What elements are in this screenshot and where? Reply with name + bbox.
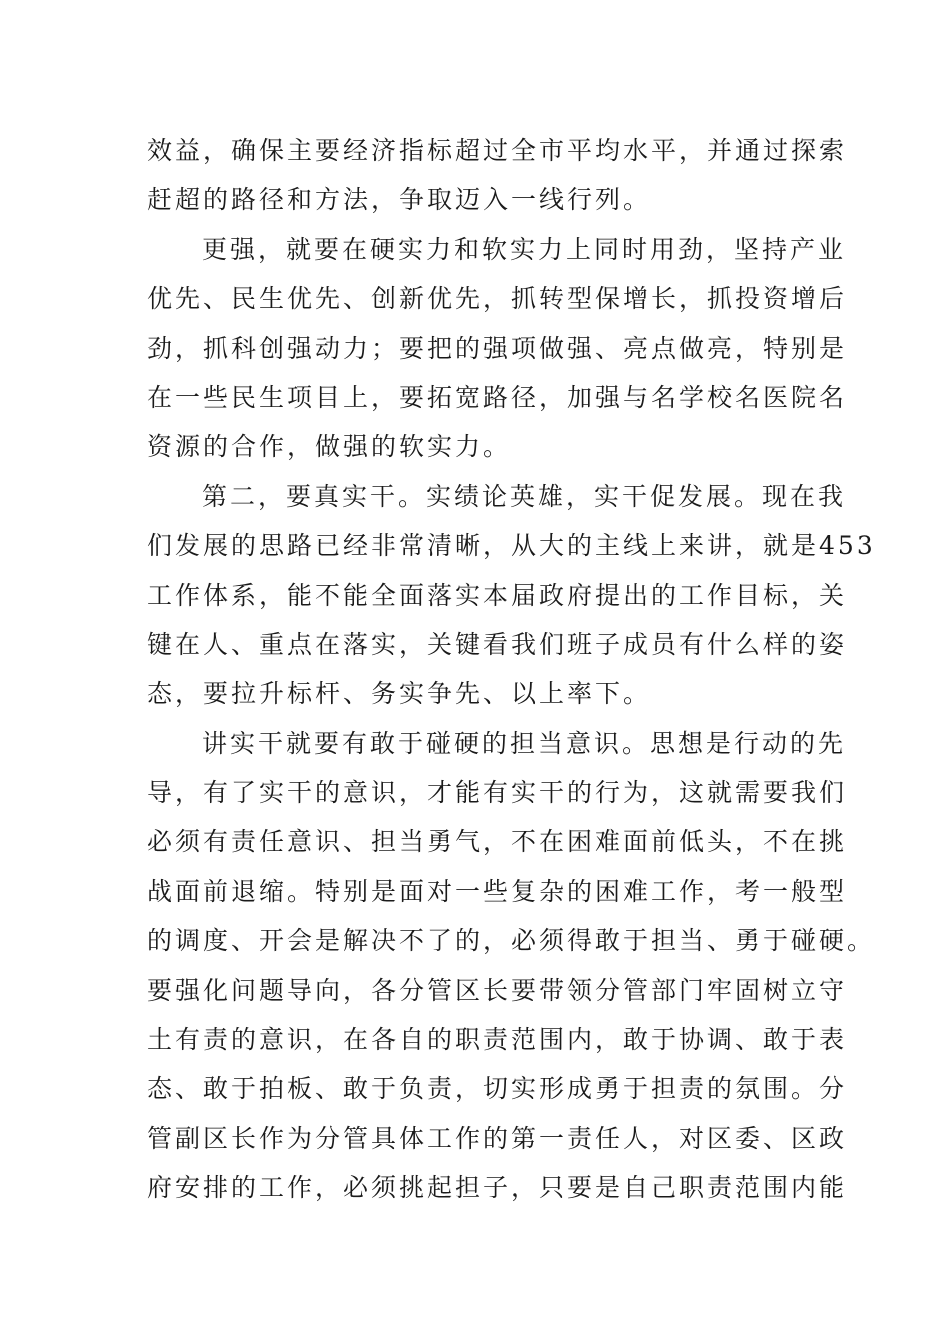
text-line: 土有责的意识，在各自的职责范围内，敢于协调、敢于表 (147, 1025, 848, 1055)
text-line: 府安排的工作，必须挑起担子，只要是自己职责范围内能 (147, 1173, 848, 1203)
text-line: 态、敢于拍板、敢于负责，切实形成勇于担责的氛围。分 (147, 1074, 848, 1104)
text-line: 资源的合作，做强的软实力。 (147, 432, 512, 462)
text-line: 要强化问题导向，各分管区长要带领分管部门牢固树立守 (147, 975, 848, 1005)
text-line: 劲，抓科创强动力；要把的强项做强、亮点做亮，特别是 (147, 333, 848, 363)
text-line: 效益，确保主要经济指标超过全市平均水平，并通过探索 (147, 136, 848, 165)
text-line: 键在人、重点在落实，关键看我们班子成员有什么样的姿 (147, 629, 848, 659)
text-line: 赶超的路径和方法，争取迈入一线行列。 (147, 185, 652, 215)
text-line: 的调度、开会是解决不了的，必须得敢于担当、勇于碰硬。 (147, 926, 876, 956)
text-line: 在一些民生项目上，要拓宽路径，加强与名学校名医院名 (147, 382, 848, 412)
document-body (147, 126, 876, 1213)
text-line: 优先、民生优先、创新优先，抓转型保增长，抓投资增后 (147, 284, 848, 314)
paragraph-first-line: 第二，要真实干。实绩论英雄，实干促发展。现在我 (202, 481, 847, 511)
text-line: 工作体系，能不能全面落实本届政府提出的工作目标，关 (147, 580, 848, 610)
text-line: 战面前退缩。特别是面对一些复杂的困难工作，考一般型 (147, 876, 848, 906)
paragraph-first-line: 更强，就要在硬实力和软实力上同时用劲，坚持产业 (202, 234, 847, 264)
text-line: 管副区长作为分管具体工作的第一责任人，对区委、区政 (147, 1123, 848, 1153)
text-line: 必须有责任意识、担当勇气，不在困难面前低头，不在挑 (147, 827, 848, 857)
paragraph-first-line: 讲实干就要有敢于碰硬的担当意识。思想是行动的先 (202, 728, 847, 758)
text-line: 们发展的思路已经非常清晰，从大的主线上来讲，就是453 (147, 531, 876, 561)
text-line: 导，有了实干的意识，才能有实干的行为，这就需要我们 (147, 778, 848, 808)
text-line: 态，要拉升标杆、务实争先、以上率下。 (147, 679, 652, 709)
